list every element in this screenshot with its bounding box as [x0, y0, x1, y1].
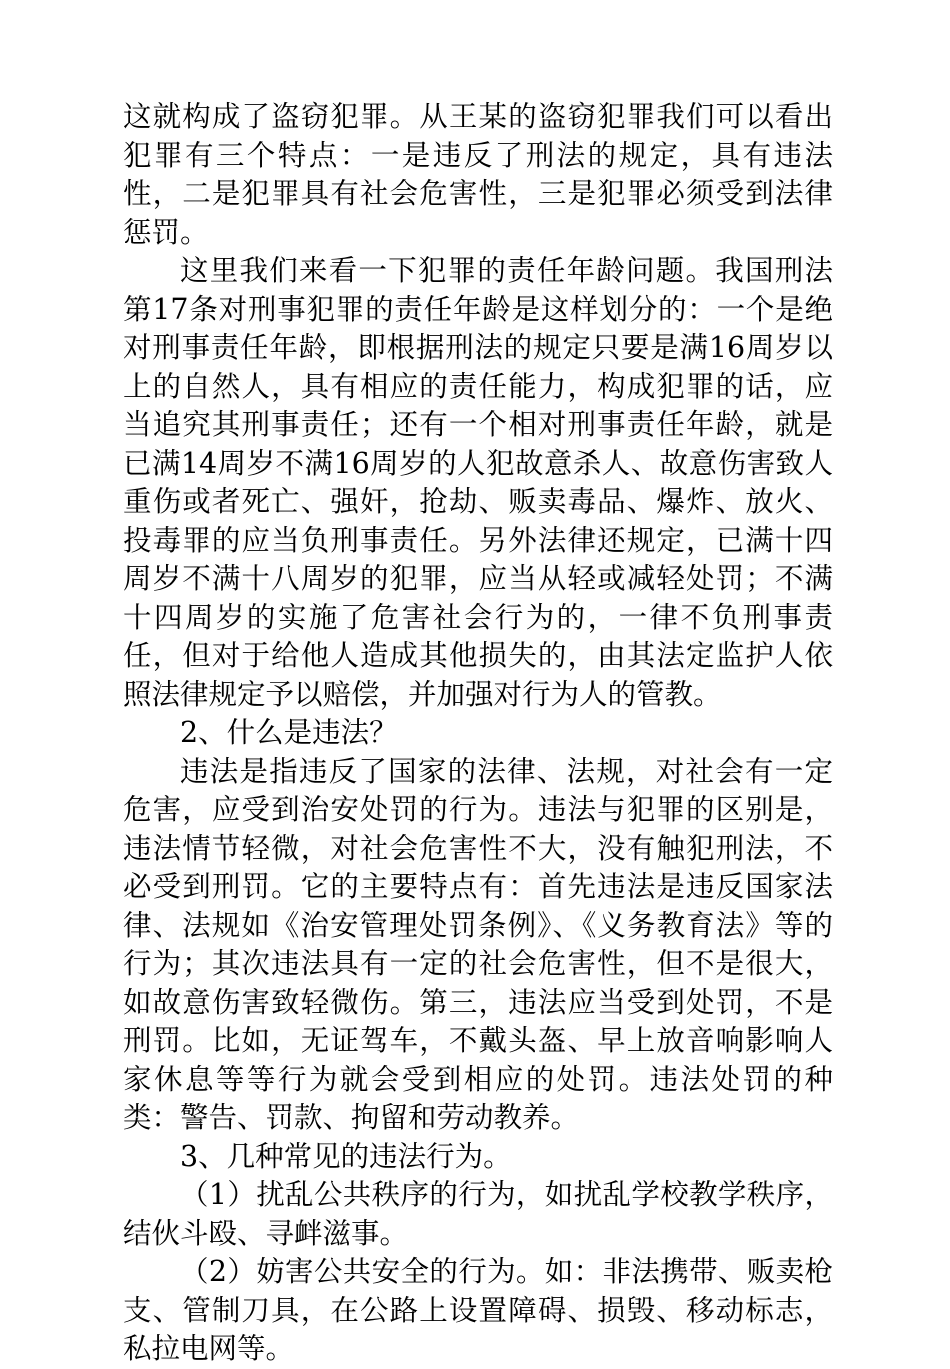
heading-common-violations: 3、几种常见的违法行为。 — [180, 1139, 512, 1173]
document-page — [123, 98, 833, 1369]
list-item-public-order: （1）扰乱公共秩序的行为，如扰乱学校教学秩序，结伙斗殴、寻衅滋事。 — [123, 1178, 833, 1250]
paragraph-criminal-age: 这里我们来看一下犯罪的责任年龄问题。我国刑法第17条对刑事犯罪的责任年龄是这样划分的：一个是绝对刑事责任年龄，即根据刑法的规定只要是满16周岁以上的自然人，具有相应的责任能力，构成犯罪的话，应当追究其刑事责任；还有一个相对刑事责任年龄，就是已满14周岁不满16周岁的人犯故意杀人、故意伤害致人重伤或者死亡、强奸，抢劫、贩卖毒品、爆炸、放火、投毒罪的应当负刑事责任。另外法律还规定，已满十四周岁不满十八周岁的犯罪，应当从轻或减轻处罚；不满十四周岁的实施了危害社会行为的，一律不负刑事责任，但对于给他人造成其他损失的，由其法定监护人依照法律规定予以赔偿，并加强对行为人的管教。 — [123, 254, 833, 711]
list-item-public-safety: （2）妨害公共安全的行为。如：非法携带、贩卖枪支、管制刀具，在公路上设置障碍、损毁、移动标志，私拉电网等。 — [123, 1255, 833, 1365]
paragraph-violation-definition: 违法是指违反了国家的法律、法规，对社会有一定危害，应受到治安处罚的行为。违法与犯罪的区别是，违法情节轻微，对社会危害性不大，没有触犯刑法，不必受到刑罚。它的主要特点有：首先违法是违反国家法律、法规如《治安管理处罚条例》、《义务教育法》等的行为；其次违法具有一定的社会危害性，但不是很大，如故意伤害致轻微伤。第三，违法应当受到处罚，不是刑罚。比如，无证驾车，不戴头盔、早上放音响影响人家休息等等行为就会受到相应的处罚。违法处罚的种类：警告、罚款、拘留和劳动教养。 — [123, 754, 833, 1134]
heading-what-is-violation: 2、什么是违法？ — [180, 716, 398, 749]
paragraph-crime-features: 这就构成了盗窃犯罪。从王某的盗窃犯罪我们可以看出犯罪有三个特点：一是违反了刑法的规定，具有违法性，二是犯罪具有社会危害性，三是犯罪必须受到法律惩罚。 — [123, 100, 833, 249]
